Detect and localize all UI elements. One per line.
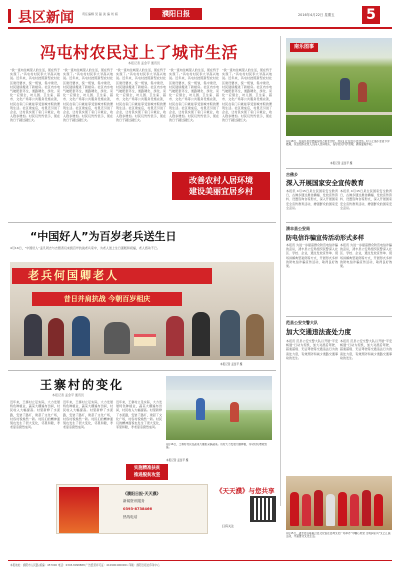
- footer-rule: [8, 560, 392, 561]
- birthday-banner: [12, 268, 212, 284]
- birthday-cake: [134, 334, 156, 346]
- greenhouse-credit: 本报记者 孟金平 摄: [166, 459, 189, 462]
- brief-2-title: 防电信诈骗宣传活动形式多样: [286, 235, 365, 242]
- brief-3-col-2: 本报讯 范县公安交警大队以开展“平安畅通”行动为契机，加大对酒后驾驶、超速超载、无证驾驶等交通违法行为的查处力度，有效预防和减少道路交通事故的发生。: [340, 339, 392, 360]
- performer-figure: [338, 492, 347, 526]
- main-article-byline: 本报记者 孟金平 通讯员: [128, 61, 160, 65]
- brief-3-dept: 范县公安交警大队: [286, 320, 318, 325]
- photo-label-text: 南乐图事: [293, 44, 314, 50]
- farmer-figure: [340, 78, 350, 100]
- birthday-subbanner: [32, 292, 182, 306]
- worker-figure: [196, 398, 205, 420]
- performer-figure: [314, 490, 323, 526]
- issue-date: 2016年4月22日 星期五: [298, 13, 335, 17]
- app-ad: [56, 484, 208, 534]
- person-figure: [166, 316, 184, 356]
- main-slogan-box: [172, 172, 270, 200]
- paper-logo-text: 濮阳日报: [162, 9, 190, 18]
- greenhouse-photo: [166, 376, 272, 440]
- header-rule: [8, 27, 392, 29]
- main-article-col-1: “我一直向往城里人的生活，现在终于实现了。”冯屯村村民李大爷高兴地说。近年来，冯屯村按照新型农村社区建设要求，统一规划，集中建设，村民陆续搬进了新楼房。社区内水电气暖配套齐全，道路硬化、绿化、亮化一应俱全，幼儿园、卫生室、超市、文化广场等公共服务设施完善，村民在家门口就能享受到城市般的便利生活。社区建成后，村里还引进了企业，让村民实现了家门口就业，收入稳步增加。村民们纷纷表示，现在的日子越过越红火。: [10, 68, 60, 123]
- birthday-photo-credit: 本报记者 孟金平 摄: [220, 363, 243, 366]
- main-article-col-5: “我一直向往城里人的生活，现在终于实现了。”冯屯村村民李大爷高兴地说。近年来，冯屯村按照新型农村社区建设要求，统一规划，集中建设，村民陆续搬进了新楼房。社区内水电气暖配套齐全，道路硬化、绿化、亮化一应俱全，幼儿园、卫生室、超市、文化广场等公共服务设施完善，村民在家门口就能享受到城市般的便利生活。社区建成后，村里还引进了企业，让村民实现了家门口就业，收入稳步增加。村民们纷纷表示，现在的日子越过越红火。: [222, 68, 272, 123]
- person-figure: [220, 310, 240, 356]
- performance-photo: [286, 476, 392, 530]
- main-article-col-4: “我一直向往城里人的生活，现在终于实现了。”冯屯村村民李大爷高兴地说。近年来，冯屯村按照新型农村社区建设要求，统一规划，集中建设，村民陆续搬进了新楼房。社区内水电气暖配套齐全，道路硬化、绿化、亮化一应俱全，幼儿园、卫生室、超市、文化广场等公共服务设施完善，村民在家门口就能享受到城市般的便利生活。社区建成后，村里还引进了企业，让村民实现了家门口就业，收入稳步增加。村民们纷纷表示，现在的日子越过越红火。: [169, 68, 219, 123]
- qr-label: 扫码关注: [222, 524, 235, 528]
- brief-1-dept: 古佛乡: [286, 172, 298, 177]
- performance-caption: 4月15日，清丰县妇联联合县文化馆在县城文化广场举办“巾帼心向党 文明润家风”文艺汇演活动，丰富群众文化生活。: [286, 532, 391, 539]
- centenarian-birthday-photo: [10, 262, 274, 360]
- greenhouse-caption: 4月16日，王寨村村民在蔬菜大棚里采摘蔬菜。该村大力发展大棚种植，带动村民增收致富。: [166, 443, 267, 450]
- brief-1-rule: [286, 168, 392, 169]
- good-people-rule: [8, 222, 276, 223]
- performer-figure: [302, 494, 311, 526]
- person-figure: [48, 318, 64, 356]
- performer-figure: [374, 494, 383, 526]
- brief-2-col-2: 本报讯 为进一步提高群众防范电信诈骗的意识，清丰县公安局组织民警深入社区、学校、企业，通过发放宣传单、现场讲解典型案例等方式，开展形式多样的防电信诈骗宣传活动，取得良好效果。: [340, 243, 392, 269]
- main-slogan-line-2: 建设美丽宜居乡村: [189, 187, 253, 196]
- brief-1-col-1: 本报讯 4月15日是全民国家安全教育日，古佛乡通过悬挂横幅、发放宣传资料、设置咨询台等形式，深入开展国家安全宣传教育活动，增强群众的国家安全意识。: [286, 189, 338, 210]
- greenhouse-structure: [166, 390, 272, 410]
- person-figure: [246, 314, 264, 356]
- brief-3-rule: [286, 316, 392, 317]
- section-marker: [8, 9, 11, 23]
- ad-line-1: 《濮阳日报·天天濮》: [123, 491, 161, 496]
- birthday-banner-text: 老兵何国卿老人: [28, 269, 119, 282]
- person-figure: [72, 316, 90, 356]
- photo-label-badge: [290, 43, 318, 52]
- main-slogan-line-1: 改善农村人居环境: [189, 176, 253, 185]
- wheat-photo-caption: 4月18日，在南乐县近德固乡的万亩麦田中，农民们正在给小麦浇水。时下正值小麦拔节孕穗期，该县组织农技人员深入田间地头，指导农民科学管理，确保夏粮丰收。: [286, 140, 390, 147]
- brief-2-rule: [286, 222, 392, 223]
- ad-line-3: 0393-8738466: [123, 507, 152, 511]
- village-change-col-3: 近年来，王寨村立足实际，大力发展特色种植业，蔬菜大棚遍布田间，村民收入大幅提高。村里新修了水泥路，安装了路灯，建起了文化广场，村容村貌焕然一新。村民们的精神面貌也发生了很大变化，邻里和睦，孝老爱亲蔚然成风。: [116, 400, 162, 430]
- good-people-title: “中国好人”为百岁老兵送生日: [30, 230, 177, 243]
- farmer-figure: [358, 82, 367, 102]
- brief-2-dept: 清丰县公安局: [286, 226, 310, 231]
- performer-figure: [326, 494, 335, 526]
- qr-code-icon: [250, 496, 276, 522]
- village-slogan-line-2: 推进脱贫攻坚: [133, 473, 161, 478]
- ad-line-2: 新闻资讯服务: [123, 499, 145, 503]
- brief-3-title: 加大交通违法查处力度: [286, 328, 351, 336]
- main-article-col-3: “我一直向往城里人的生活，现在终于实现了。”冯屯村村民李大爷高兴地说。近年来，冯屯村按照新型农村社区建设要求，统一规划，集中建设，村民陆续搬进了新楼房。社区内水电气暖配套齐全，道路硬化、绿化、亮化一应俱全，幼儿园、卫生室、超市、文化广场等公共服务设施完善，村民在家门口就能享受到城市般的便利生活。社区建成后，村里还引进了企业，让村民实现了家门口就业，收入稳步增加。村民们纷纷表示，现在的日子越过越红火。: [116, 68, 166, 123]
- person-figure: [192, 312, 210, 356]
- wheat-photo-credit: 本报记者 孟金平 摄: [330, 162, 353, 165]
- good-people-body: 4月16日，“中国好人”孟凡同志与志愿者们来到百岁抗战老兵家中，为老人送上生日蛋糕和祝福，老人感动不已。: [10, 246, 160, 250]
- village-slogan-line-1: 实施精准扶贫: [133, 466, 161, 471]
- village-slogan-box: [126, 464, 168, 480]
- village-change-rule: [8, 370, 276, 371]
- brief-3-col-1: 本报讯 范县公安交警大队以开展“平安畅通”行动为契机，加大对酒后驾驶、超速超载、无证驾驶等交通违法行为的查处力度，有效预防和减少道路交通事故的发生。: [286, 339, 338, 360]
- birthday-subbanner-text: 昔日并肩抗战 今朝百岁相庆: [63, 295, 151, 303]
- column-divider: [280, 36, 281, 506]
- irrigation-pipe: [286, 112, 392, 115]
- performer-figure: [350, 494, 359, 526]
- village-change-title: 王寨村的变化: [40, 378, 125, 392]
- performer-figure: [362, 490, 371, 526]
- village-change-col-1: 近年来，王寨村立足实际，大力发展特色种植业，蔬菜大棚遍布田间，村民收入大幅提高。村里新修了水泥路，安装了路灯，建起了文化广场，村容村貌焕然一新。村民们的精神面貌也发生了很大变化，邻里和睦，孝老爱亲蔚然成风。: [10, 400, 60, 430]
- page-number-box: [362, 6, 380, 24]
- performer-figure: [290, 492, 299, 526]
- section-name: 县区新闻: [18, 10, 74, 26]
- village-change-col-2: 近年来，王寨村立足实际，大力发展特色种植业，蔬菜大棚遍布田间，村民收入大幅提高。村里新修了水泥路，安装了路灯，建起了文化广场，村容村貌焕然一新。村民们的精神面貌也发生了很大变化，邻里和睦，孝老爱亲蔚然成风。: [63, 400, 113, 430]
- brief-1-col-2: 本报讯 4月15日是全民国家安全教育日，古佛乡通过悬挂横幅、发放宣传资料、设置咨询台等形式，深入开展国家安全宣传教育活动，增强群众的国家安全意识。: [340, 189, 392, 210]
- page-number: 5: [366, 7, 376, 23]
- worker-figure: [230, 402, 239, 422]
- person-figure: [24, 314, 42, 356]
- paper-logo: [150, 8, 202, 20]
- header-meta: 责任编辑 吴 磊 美 编 刘 娟: [82, 12, 118, 16]
- wheat-field-photo: [286, 38, 392, 136]
- ad-title: 《天天濮》与您共享: [216, 487, 275, 495]
- veteran-wheelchair-figure: [104, 322, 130, 354]
- ad-line-4: 热线电话: [123, 515, 138, 519]
- brief-2-col-1: 本报讯 为进一步提高群众防范电信诈骗的意识，清丰县公安局组织民警深入社区、学校、企业，通过发放宣传单、现场讲解典型案例等方式，开展形式多样的防电信诈骗宣传活动，取得良好效果。: [286, 243, 338, 269]
- main-article-title: 冯屯村农民过上了城市生活: [40, 43, 239, 62]
- main-article-col-2: “我一直向往城里人的生活，现在终于实现了。”冯屯村村民李大爷高兴地说。近年来，冯屯村按照新型农村社区建设要求，统一规划，集中建设，村民陆续搬进了新楼房。社区内水电气暖配套齐全，道路硬化、绿化、亮化一应俱全，幼儿园、卫生室、超市、文化广场等公共服务设施完善，村民在家门口就能享受到城市般的便利生活。社区建成后，村里还引进了企业，让村民实现了家门口就业，收入稳步增加。村民们纷纷表示，现在的日子越过越红火。: [63, 68, 113, 123]
- ad-banner-image: [59, 487, 99, 533]
- brief-1-title: 深入开展国家安全宣传教育: [286, 179, 364, 187]
- footer-text: 本报地址：濮阳市人民路 邮编：457000 电话：0393-8998888 广告经营许可证：4109004000001 印刷：濮阳日报社印务中心: [10, 564, 160, 567]
- village-change-byline: 本报记者 孟金平 通讯员: [52, 393, 84, 397]
